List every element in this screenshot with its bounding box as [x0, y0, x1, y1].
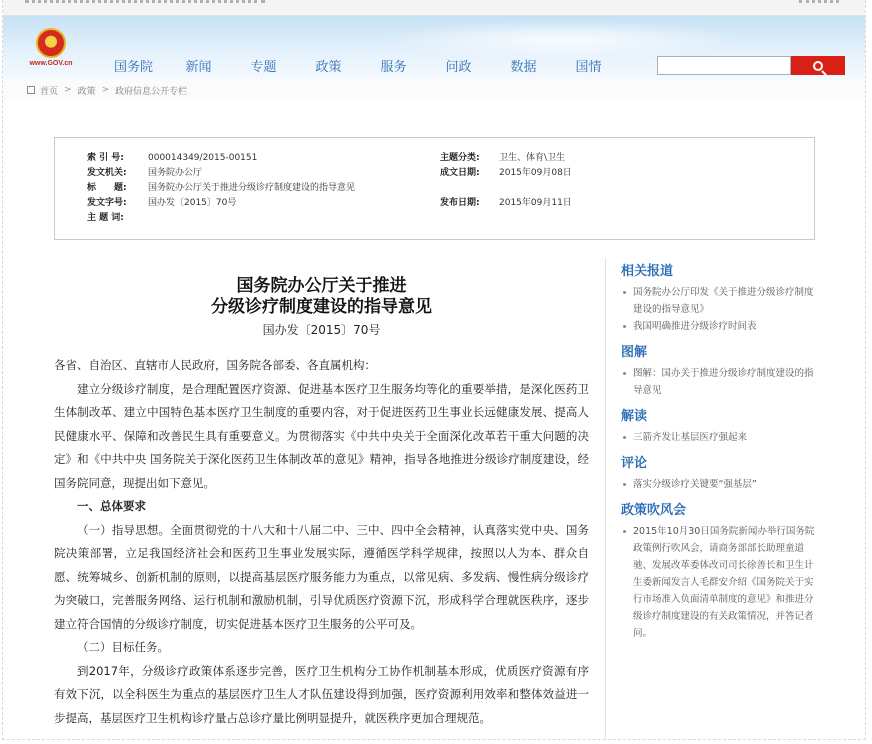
- nav-item-data[interactable]: 数据: [510, 60, 537, 75]
- info-row: [55, 167, 814, 179]
- document-info-box: [54, 137, 815, 240]
- paragraph: 到2017年，分级诊疗政策体系逐步完善，医疗卫生机构分工协作机制基本形成，优质医疗资源有序有效下沉，以全科医生为重点的基层医疗卫生人才队伍建设得到加强，医疗资源利用效率和整体效益进一步提高，基层医疗卫生机构诊疗量占总诊疗量比例明显提升，就医秩序更加合理规范。: [54, 663, 589, 725]
- search-button[interactable]: [791, 56, 845, 75]
- breadcrumb: [3, 80, 865, 100]
- title-value: 国务院办公厅关于推进分级诊疗制度建设的指导意见: [148, 183, 356, 193]
- category-label: 主题分类:: [440, 153, 480, 163]
- related-link[interactable]: 2015年10月30日国务院新闻办举行国务院政策例行吹风会，请商务部部长助理童道驰、发展改革委体改司司长徐善长和卫生计生委新闻发言人毛群安介绍《国务院关于实行市场准入负面清单制度的意见》和推进分级诊疗制度建设的有关政策情况，并答记者问。: [633, 526, 815, 639]
- nav-item-policy[interactable]: 政策: [315, 60, 342, 75]
- list-item[interactable]: [621, 429, 815, 446]
- sidebar-heading-policy-briefing: 政策吹风会: [621, 503, 687, 518]
- publish-date-value: 2015年09月11日: [499, 198, 572, 208]
- breadcrumb-home[interactable]: 首页: [40, 86, 59, 97]
- policy-briefing-list: [621, 523, 815, 642]
- site-header: [3, 16, 865, 80]
- info-row: [55, 212, 814, 224]
- salutation: 各省、自治区、直辖市人民政府，国务院各部委、各直属机构：: [54, 358, 376, 372]
- sidebar-heading-interpretation: 解读: [621, 409, 648, 424]
- written-date-value: 2015年09月08日: [499, 168, 572, 178]
- category-value: 卫生、体育\卫生: [499, 153, 566, 163]
- top-strip: [3, 0, 865, 16]
- related-reports-list: [621, 284, 815, 335]
- doc-no-label: 发文字号:: [87, 198, 127, 208]
- breadcrumb-separator: >: [64, 85, 72, 95]
- article: [54, 258, 589, 730]
- interpretation-list: [621, 429, 815, 446]
- info-row: [55, 197, 814, 209]
- title-label: 标 题:: [87, 183, 127, 193]
- publish-date-label: 发布日期:: [440, 198, 480, 208]
- index-no-label: 索 引 号:: [87, 153, 124, 163]
- doc-no-value: 国办发〔2015〕70号: [148, 198, 237, 208]
- home-icon: [27, 86, 35, 94]
- list-item[interactable]: [621, 284, 815, 318]
- logo-text: www.GOV.cn: [29, 60, 73, 67]
- section-heading: 一、总体要求: [77, 499, 146, 513]
- keywords-label: 主 题 词:: [87, 213, 124, 223]
- article-title-line2: 分级诊疗制度建设的指导意见: [211, 297, 432, 317]
- article-title-line1: 国务院办公厅关于推进: [236, 276, 407, 296]
- top-links-right[interactable]: [799, 0, 839, 6]
- related-sidebar: [605, 258, 815, 740]
- related-link[interactable]: 我国明确推进分级诊疗时间表: [633, 321, 757, 332]
- nav-item-topics[interactable]: 专题: [250, 60, 277, 75]
- nav-item-services[interactable]: 服务: [380, 60, 407, 75]
- issuer-label: 发文机关:: [87, 168, 127, 178]
- nav-item-state-council[interactable]: 国务院: [113, 60, 153, 75]
- header-cloud-decoration: [383, 20, 743, 60]
- search-bar: [657, 56, 845, 75]
- paragraph: 建立分级诊疗制度，是合理配置医疗资源、促进基本医疗卫生服务均等化的重要举措，是深化医药卫生体制改革、建立中国特色基本医疗卫生制度的重要内容，对于促进医药卫生事业长远健康发展、提高人民健康水平、保障和改善民生具有重要意义。为贯彻落实《中共中央关于全面深化改革若干重大问题的决定》和《中共中央 国务院关于深化医药卫生体制改革的意见》精神，指导各地推进分级诊疗制度建设，经国务院同意，现提出如下意见。: [54, 381, 589, 490]
- sidebar-heading-related-reports: 相关报道: [621, 264, 674, 279]
- site-logo[interactable]: [23, 28, 79, 76]
- issuer-value: 国务院办公厅: [148, 168, 203, 178]
- infographic-list: [621, 365, 815, 399]
- list-item[interactable]: [621, 365, 815, 399]
- related-link[interactable]: 落实分级诊疗关键要“强基层”: [633, 479, 757, 490]
- list-item[interactable]: [621, 318, 815, 335]
- breadcrumb-separator: >: [101, 85, 110, 95]
- main-nav: [101, 60, 621, 76]
- article-body: [54, 354, 589, 730]
- related-link[interactable]: 国务院办公厅印发《关于推进分级诊疗制度建设的指导意见》: [633, 287, 814, 315]
- breadcrumb-policy[interactable]: 政策: [77, 86, 96, 97]
- info-row: [55, 182, 814, 194]
- paragraph: （二）目标任务。: [77, 640, 169, 654]
- list-item[interactable]: [621, 476, 815, 493]
- article-title: [54, 276, 589, 318]
- breadcrumb-gov-info[interactable]: 政府信息公开专栏: [115, 86, 188, 97]
- written-date-label: 成文日期:: [440, 168, 480, 178]
- paragraph: （一）指导思想。全面贯彻党的十八大和十八届二中、三中、四中全会精神，认真落实党中央、国务院决策部署，立足我国经济社会和医药卫生事业发展实际，遵循医学科学规律，按照以人为本、群众自愿、统筹城乡、创新机制的原则，以提高基层医疗服务能力为重点，以常见病、多发病、慢性病分级诊疗为突破口，完善服务网络、运行机制和激励机制，引导优质医疗资源下沉，形成科学合理就医秩序，逐步建立符合国情的分级诊疗制度，切实促进基本医疗卫生服务的公平可及。: [54, 522, 589, 631]
- nav-item-inquiry[interactable]: 问政: [445, 60, 472, 75]
- info-row: [55, 152, 814, 164]
- top-links-left[interactable]: [25, 0, 265, 6]
- nav-item-national-info[interactable]: 国情: [575, 60, 602, 75]
- search-icon: [813, 61, 823, 71]
- national-emblem-icon: [36, 28, 66, 58]
- related-link[interactable]: 三箭齐发让基层医疗强起来: [633, 432, 748, 443]
- sidebar-heading-commentary: 评论: [621, 456, 648, 471]
- index-no-value: 000014349/2015-00151: [148, 153, 258, 163]
- sidebar-heading-infographic: 图解: [621, 345, 648, 360]
- related-link[interactable]: 图解：国办关于推进分级诊疗制度建设的指导意见: [633, 368, 814, 396]
- search-input[interactable]: [657, 56, 791, 75]
- nav-item-news[interactable]: 新闻: [185, 60, 212, 75]
- list-item[interactable]: [621, 523, 815, 642]
- article-doc-no: 国办发〔2015〕70号: [262, 323, 381, 337]
- commentary-list: [621, 476, 815, 493]
